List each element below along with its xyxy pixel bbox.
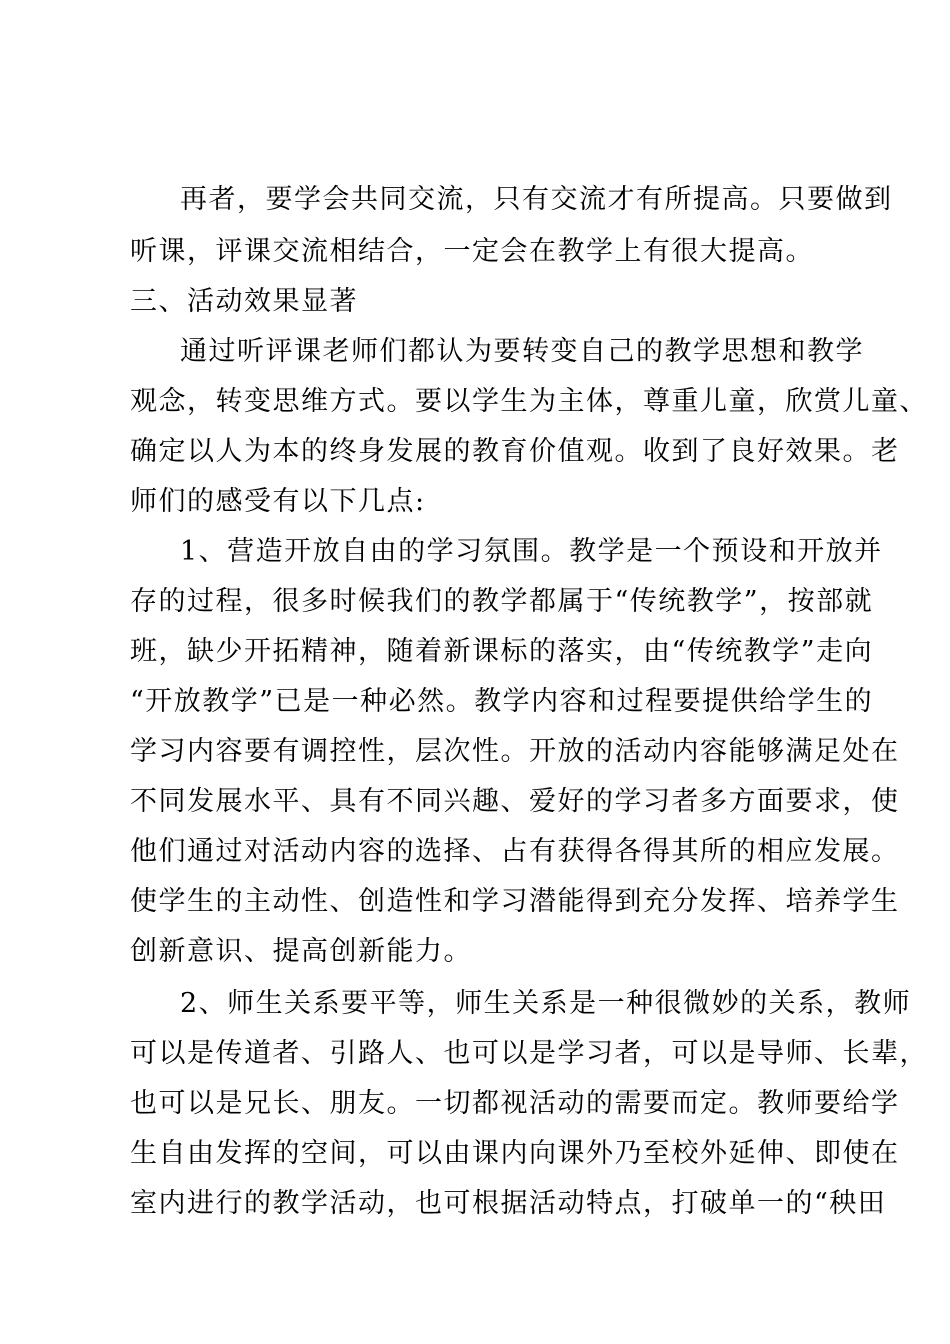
paragraph-line: 再者，要学会共同交流，只有交流才有所提高。只要做到 [180,184,893,215]
paragraph-line: 2、师生关系要平等，师生关系是一种很微妙的关系，教师 [180,988,912,1019]
paragraph-line: 生自由发挥的空间，可以由课内向课外乃至校外延伸、即使在 [130,1138,900,1169]
paragraph-line: 观念，转变思维方式。要以学生为主体，尊重儿童，欣赏儿童、 [130,386,928,417]
paragraph-line: 听课，评课交流相结合，一定会在教学上有很大提高。 [130,236,814,267]
paragraph-line: 不同发展水平、具有不同兴趣、爱好的学习者多方面要求，使 [130,786,900,817]
section-heading: 三、活动效果显著 [130,286,358,317]
paragraph-line: 也可以是兄长、朋友。一切都视活动的需要而定。教师要给学 [130,1088,900,1119]
paragraph-line: 可以是传道者、引路人、也可以是学习者，可以是导师、长辈， [130,1038,928,1069]
paragraph-line: 通过听评课老师们都认为要转变自己的教学思想和教学 [180,336,864,367]
paragraph-line: 学习内容要有调控性，层次性。开放的活动内容能够满足处在 [130,736,900,767]
paragraph-line: 确定以人为本的终身发展的教育价值观。收到了良好效果。老 [130,436,900,467]
paragraph-line: 他们通过对活动内容的选择、占有获得各得其所的相应发展。 [130,836,900,867]
paragraph-line: 师们的感受有以下几点: [130,486,426,517]
paragraph-line: 创新意识、提高创新能力。 [130,936,472,967]
paragraph-line: “开放教学”已是一种必然。教学内容和过程要提供给学生的 [130,686,874,717]
paragraph-line: 使学生的主动性、创造性和学习潜能得到充分发挥、培养学生 [130,886,900,917]
paragraph-line: 1、营造开放自由的学习氛围。教学是一个预设和开放并 [180,536,883,567]
paragraph-line: 室内进行的教学活动，也可根据活动特点，打破单一的“秧田 [130,1188,887,1219]
paragraph-line: 班，缺少开拓精神，随着新课标的落实，由“传统教学”走向 [130,636,874,667]
paragraph-line: 存的过程，很多时候我们的教学都属于“传统教学”，按部就 [130,586,874,617]
